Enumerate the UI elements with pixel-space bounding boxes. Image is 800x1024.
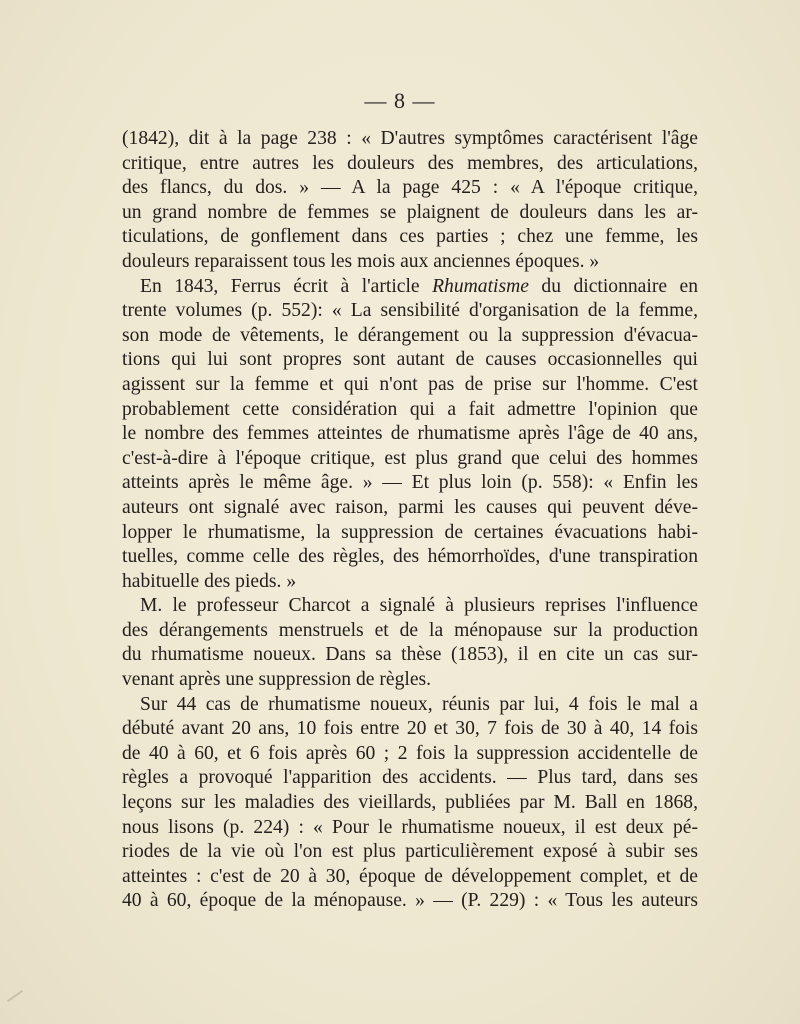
text-line-mixed xyxy=(122,275,698,300)
text-line: 40 à 60, époque de la ménopause. » — (P. 229) : « Tous les auteurs xyxy=(122,890,698,912)
text-line: douleurs reparaissent tous les mois aux anciennes époques. » xyxy=(122,250,600,272)
text-line: tuelles, comme celle des règles, des hémorrhoïdes, d'une transpiration xyxy=(122,546,698,568)
text-line: trente volumes (p. 552): « La sensibilité d'organisation de la femme, xyxy=(122,300,698,322)
text-line: Sur 44 cas de rhumatisme noueux, réunis par lui, 4 fois le mal a xyxy=(140,693,698,715)
text-line: leçons sur les maladies des vieillards, publiées par M. Ball en 1868, xyxy=(122,792,698,814)
text-line: c'est-à-dire à l'époque critique, est plus grand que celui des hommes xyxy=(122,447,698,469)
text-line: tions qui lui sont propres sont autant de causes occasionnelles qui xyxy=(122,349,698,371)
text-line: le nombre des femmes atteintes de rhumatisme après l'âge de 40 ans, xyxy=(122,423,698,445)
text-line: probablement cette considération qui a fait admettre l'opinion que xyxy=(122,398,698,420)
text-line: de 40 à 60, et 6 fois après 60 ; 2 fois la suppression accidentelle de xyxy=(122,742,698,764)
page-number: — 8 — xyxy=(364,88,436,113)
text-line: atteints après le même âge. » — Et plus loin (p. 558): « Enfin les xyxy=(122,472,698,494)
text-line: M. le professeur Charcot a signalé à plusieurs reprises l'influence xyxy=(140,595,698,617)
text-line: des dérangements menstruels et de la ménopause sur la production xyxy=(122,619,698,641)
article-title-italic: Rhumatisme xyxy=(432,275,529,297)
text-line: habituelle des pieds. » xyxy=(122,570,297,592)
text-run: du dictionnaire en xyxy=(541,275,698,297)
text-line: débuté avant 20 ans, 10 fois entre 20 et 30, 7 fois de 30 à 40, 14 fois xyxy=(122,718,698,740)
text-run: En 1843, Ferrus écrit à l'article xyxy=(140,275,420,297)
body-text xyxy=(122,127,698,914)
text-line: nous lisons (p. 224) : « Pour le rhumatisme noueux, il est deux pé- xyxy=(122,816,698,838)
text-line: venant après une suppression de règles. xyxy=(122,669,432,691)
text-line: critique, entre autres les douleurs des membres, des articulations, xyxy=(122,152,698,174)
text-line: un grand nombre de femmes se plaignent de douleurs dans les ar- xyxy=(122,201,698,223)
text-line: du rhumatisme noueux. Dans sa thèse (1853), il en cite un cas sur- xyxy=(122,644,698,666)
text-line: son mode de vêtements, le dérangement ou la suppression d'évacua- xyxy=(122,324,698,346)
text-line: auteurs ont signalé avec raison, parmi les causes qui peuvent déve- xyxy=(122,496,698,518)
text-line: atteintes : c'est de 20 à 30, époque de développement complet, et de xyxy=(122,865,698,887)
text-line: riodes de la vie où l'on est plus particulièrement exposé à subir ses xyxy=(122,841,698,863)
text-line: ticulations, de gonflement dans ces parties ; chez une femme, les xyxy=(122,226,698,248)
text-line: agissent sur la femme et qui n'ont pas de prise sur l'homme. C'est xyxy=(122,373,698,395)
text-line: des flancs, du dos. » — A la page 425 : « A l'époque critique, xyxy=(122,177,698,199)
text-line: (1842), dit à la page 238 : « D'autres symptômes caractérisent l'âge xyxy=(122,128,698,149)
paper-mark xyxy=(7,990,23,1002)
text-line: règles a provoqué l'apparition des accidents. — Plus tard, dans ses xyxy=(122,767,698,789)
text-line: lopper le rhumatisme, la suppression de certaines évacuations habi- xyxy=(122,521,698,543)
